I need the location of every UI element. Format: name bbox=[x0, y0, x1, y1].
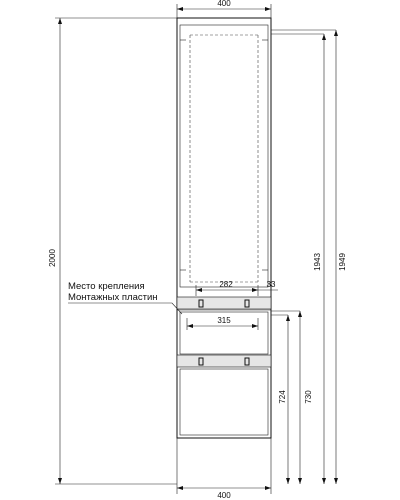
dim-height-1943 bbox=[313, 34, 326, 484]
upper-door bbox=[180, 25, 268, 287]
dim-plate-315-label: 315 bbox=[217, 316, 231, 325]
dim-inner-282 bbox=[196, 280, 258, 296]
dim-height-730-label: 730 bbox=[304, 390, 313, 404]
note-line-1: Место крепления bbox=[68, 281, 145, 292]
dim-inner-282-label: 282 bbox=[219, 280, 233, 289]
lower-shelf-band bbox=[177, 355, 271, 367]
dim-height-1949-label: 1949 bbox=[338, 253, 347, 271]
dim-offset-33 bbox=[258, 280, 278, 296]
mounting-note bbox=[68, 281, 182, 314]
dim-top-width-label: 400 bbox=[217, 0, 231, 8]
dim-height-1949 bbox=[334, 30, 347, 484]
dim-offset-33-label: 33 bbox=[266, 280, 276, 289]
mounting-plate-zone bbox=[177, 297, 271, 309]
dim-height-730 bbox=[298, 311, 313, 484]
dim-height-1943-label: 1943 bbox=[313, 253, 322, 271]
note-line-2: Монтажных пластин bbox=[68, 292, 158, 303]
dim-top-width bbox=[177, 0, 271, 18]
dim-total-height bbox=[48, 18, 177, 484]
dim-bottom-width bbox=[177, 438, 271, 500]
dim-plate-315 bbox=[187, 316, 258, 330]
cabinet bbox=[177, 18, 271, 438]
dim-bottom-width-label: 400 bbox=[217, 491, 231, 500]
dim-height-724 bbox=[278, 315, 290, 484]
dim-total-height-label: 2000 bbox=[48, 249, 57, 267]
cabinet-outline bbox=[177, 18, 271, 438]
dim-height-724-label: 724 bbox=[278, 390, 287, 404]
lower-door bbox=[180, 369, 268, 435]
